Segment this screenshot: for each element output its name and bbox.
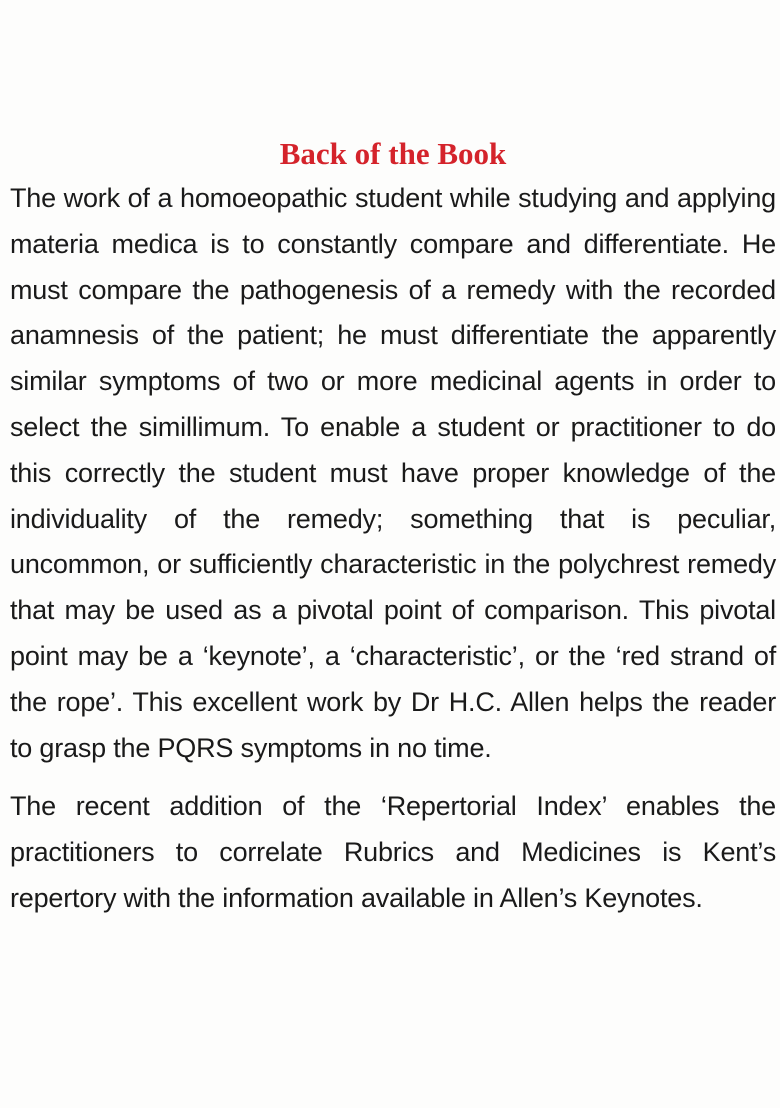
- description-paragraph-1: The work of a homoeopathic student while studying and applying materia medica is to constantly compare and differentiate. He must compare the pathogenesis of a remedy with the recorded anamnesis of the patient; he must differentiate the apparently similar symptoms of two or more medicinal agents in order to select the simillimum. To enable a student or practitioner to do this correctly the student must have proper knowledge of the individuality of the remedy; something that is peculiar, uncommon, or sufficiently characteristic in the polychrest remedy that may be used as a pivotal point of comparison. This pivotal point may be a ‘keynote’, a ‘characteristic’, or the ‘red strand of the rope’. This excellent work by Dr H.C. Allen helps the reader to grasp the PQRS symptoms in no time.: [10, 183, 776, 763]
- cover-text-block: [10, 134, 776, 922]
- description-paragraph-2: The recent addition of the ‘Repertorial Index’ enables the practitioners to correlate Rubrics and Medicines is Kent’s repertory with the information available in Allen’s Keynotes.: [10, 791, 776, 913]
- page-title: Back of the Book: [279, 136, 507, 171]
